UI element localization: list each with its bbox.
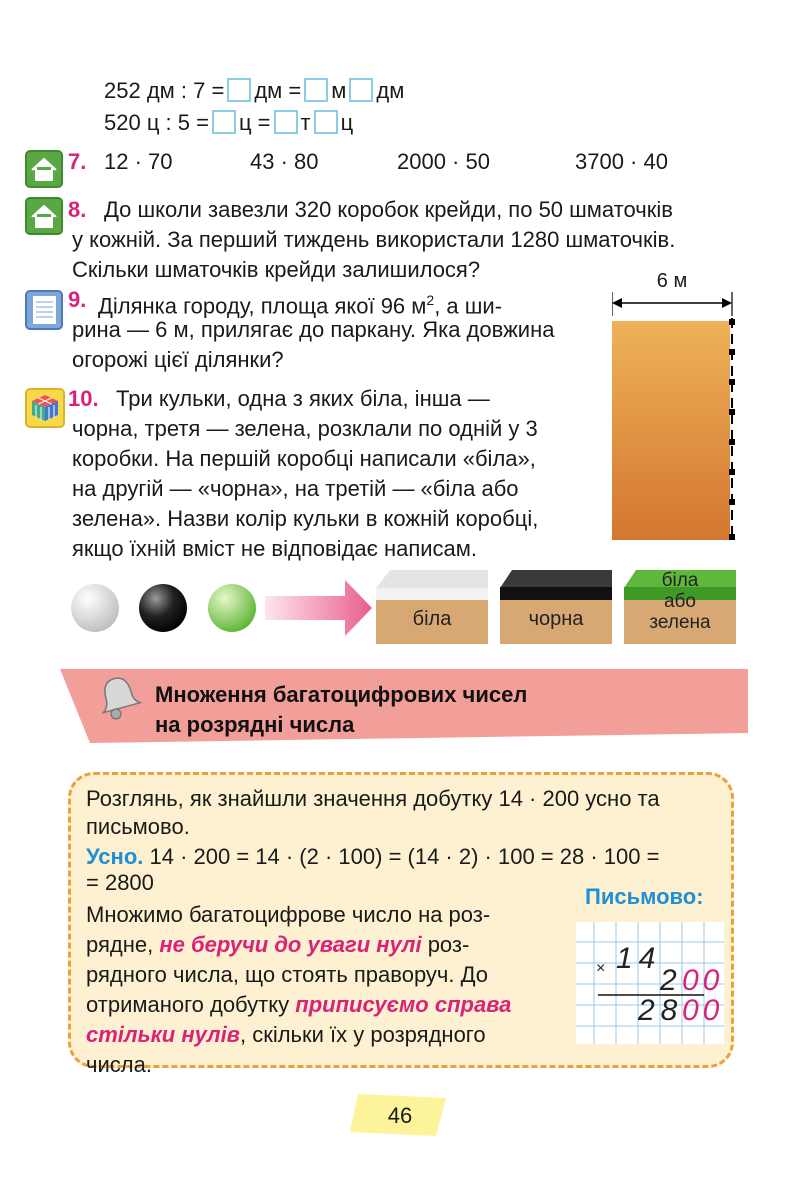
task7-item: 12 · 70	[104, 149, 173, 174]
rule-title: Множення багатоцифрових чисел на розрядні числа	[155, 682, 528, 737]
task8-line: До школи завезли 320 коробок крейди, по 50 шматочків	[104, 197, 673, 222]
box-label: чорна	[528, 608, 584, 630]
task9-line: рина — 6 м, прилягає до паркану. Яка довжина	[72, 317, 555, 342]
multiplicand: 14	[616, 942, 662, 975]
house-icon	[25, 150, 63, 188]
oral-line: = 2800	[86, 870, 154, 895]
rule-paragraph: Множимо багатоцифрове число на роз- рядне, не беручи до уваги нулі роз- рядного числа, що стоять праворуч. До отриманого добутку приписуємо справа стільки нулів, скільки їх у розрядного числа.	[86, 902, 512, 1077]
green-ball	[208, 584, 256, 632]
answer-box[interactable]	[227, 78, 251, 102]
written-label: Письмово:	[585, 884, 704, 909]
task7-item: 2000 · 50	[397, 149, 490, 174]
task10-line: Три кульки, одна з яких біла, інша —	[116, 386, 490, 411]
bell-icon	[94, 672, 144, 722]
box-label: біла	[412, 608, 452, 630]
notebook-icon	[25, 290, 63, 330]
multiply-sign: ×	[596, 960, 606, 977]
house-icon	[25, 197, 63, 235]
answer-box[interactable]	[274, 110, 298, 134]
white-ball	[71, 584, 119, 632]
multiplier-zeros: 00	[682, 964, 724, 997]
conversion-line-2: 520 ц : 5 = ц = т ц	[104, 110, 354, 135]
task8-line: у кожній. За перший тиждень використали 1280 шматочків.	[72, 227, 676, 252]
product-zeros: 00	[682, 994, 724, 1027]
task-number: 10.	[68, 386, 99, 411]
task8-line: Скільки шматочків крейди залишилося?	[72, 257, 481, 282]
field-diagram	[612, 272, 732, 542]
black-ball	[139, 584, 187, 632]
field-rectangle	[612, 321, 730, 540]
info-intro: письмово.	[86, 814, 190, 839]
task-number: 9.	[68, 287, 87, 312]
page-number: 46	[387, 1103, 413, 1128]
task7-item: 3700 · 40	[575, 149, 668, 174]
multiplier: 2	[660, 964, 677, 997]
box-black	[500, 570, 612, 644]
task9-line: огорожі цієї ділянки?	[72, 347, 284, 372]
info-intro: Розглянь, як знайшли значення добутку 14 · 200 усно та	[86, 786, 660, 811]
answer-box[interactable]	[304, 78, 328, 102]
written-calculation	[576, 922, 724, 1044]
task10-line: якщо їхній вміст не відповідає написам.	[72, 536, 478, 561]
rubik-cube-icon	[25, 388, 65, 428]
box-label-multiline: біла або зелена	[649, 570, 711, 633]
answer-box[interactable]	[349, 78, 373, 102]
task10-line: коробки. На першій коробці написали «біла»,	[72, 446, 536, 471]
width-label: 6 м	[656, 270, 688, 292]
answer-box[interactable]	[314, 110, 338, 134]
arrow	[265, 580, 372, 636]
conversion-line-1: 252 дм : 7 = дм = м дм	[104, 78, 405, 103]
oral-line: Усно. 14 · 200 = 14 · (2 · 100) = (14 · 2) · 100 = 28 · 100 =	[86, 844, 660, 869]
task-number: 8.	[68, 197, 87, 222]
box-white	[376, 570, 488, 644]
task10-line: на другій — «чорна», на третій — «біла або	[72, 476, 519, 501]
task9-line-1: Ділянка городу, площа якої 96 $м^2$, а ши-	[98, 292, 503, 319]
task10-line: зелена». Назви колір кульки в кожній коробці,	[72, 506, 539, 531]
task10-line: чорна, третя — зелена, розклали по одній у 3	[72, 416, 538, 441]
product: 28	[638, 994, 684, 1027]
task7-item: 43 · 80	[250, 149, 319, 174]
task-number: 7.	[68, 149, 87, 174]
answer-box[interactable]	[212, 110, 236, 134]
